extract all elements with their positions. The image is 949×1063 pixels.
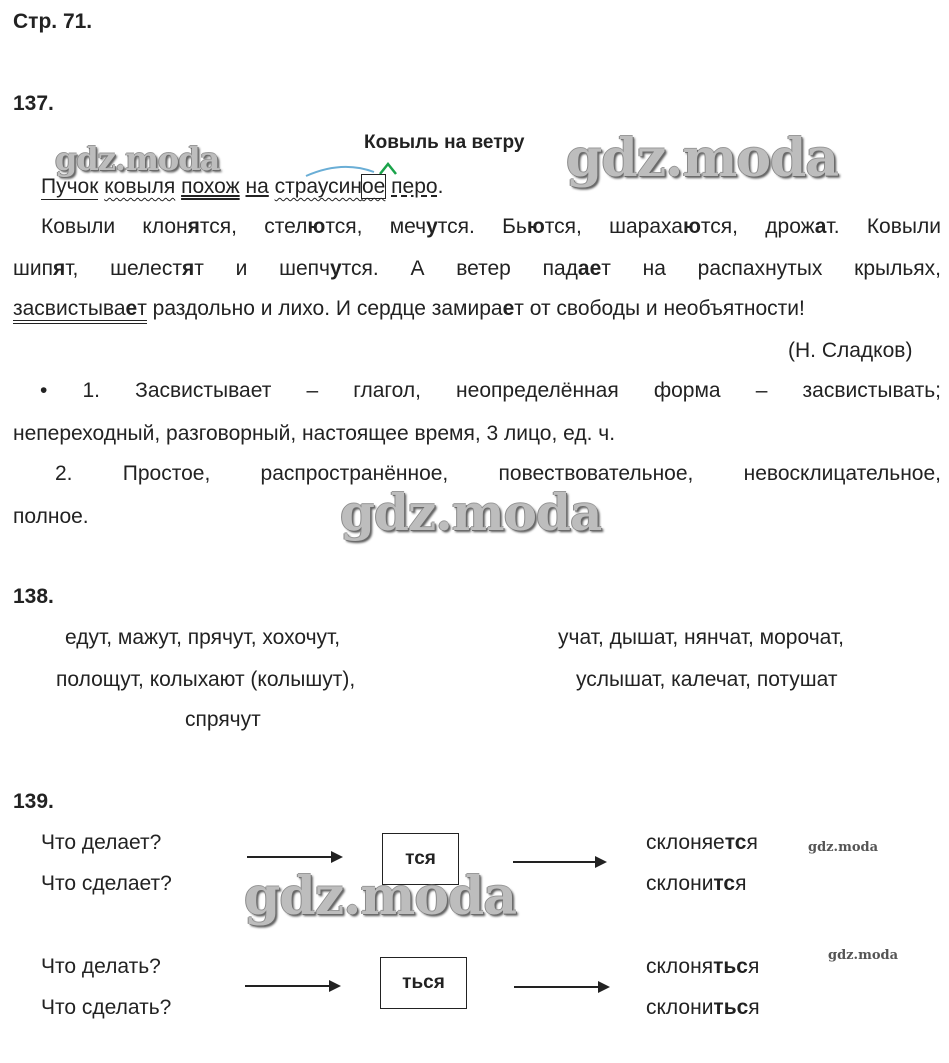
result-sklonyatsya: склоняться [646, 955, 760, 978]
paragraph-line-2: Ковыли клонятся, стелются, мечутся. Бьются, шарахаются, дрожат. Ковыли [41, 215, 941, 238]
word-attribute: ковыля [104, 175, 176, 198]
result-sklonitsya-inf: склониться [646, 996, 760, 1019]
note-1-line-2: непереходный, разговорный, настоящее время, 3 лицо, ед. ч. [13, 422, 616, 445]
exercise-138-number: 138. [13, 585, 54, 608]
paragraph-line-4: засвистывает раздольно и лихо. И сердце замирает от свободы и необъятности! [13, 297, 805, 321]
question-to-do: Что делать? [41, 955, 161, 978]
ending-box-tsya: тся [382, 833, 459, 885]
note-2-line-2: полное. [13, 505, 89, 528]
watermark: gdz.moda [828, 948, 899, 963]
result-sklonitsya: склонится [646, 872, 747, 895]
result-sklonyaetsya: склоняется [646, 831, 758, 854]
arrow-right-icon [247, 850, 345, 864]
watermark: gdz.moda [808, 840, 879, 855]
exercise-137-number: 137. [13, 92, 54, 115]
word-preposition: на [245, 175, 269, 198]
watermark: gdz.moda [566, 128, 839, 189]
question-to-have-done: Что сделать? [41, 996, 172, 1019]
watermark: gdz.moda [340, 483, 602, 542]
verbs-right-2: услышат, калечат, потушат [576, 668, 838, 691]
word-object: перо [391, 175, 438, 198]
arrow-right-icon [513, 855, 609, 869]
exercise-139-number: 139. [13, 790, 54, 813]
word-adjective: страусиное [274, 175, 386, 198]
question-will-do: Что сделает? [41, 872, 172, 895]
text-title: Ковыль на ветру [364, 132, 525, 153]
arrow-right-icon [514, 980, 612, 994]
underlined-predicate: засвистывает [13, 297, 147, 324]
question-does: Что делает? [41, 831, 162, 854]
watermark: gdz.moda [244, 866, 517, 927]
word-subject: Пучок [41, 175, 99, 198]
note-2-line-1: 2. Простое, распространённое, повествовательное, невосклицательное, [55, 462, 941, 485]
verbs-left-3: спрячут [185, 708, 261, 731]
sentence-line-1: Пучок ковыля похож на страусиное перо. [41, 175, 444, 198]
word-ending: ое [361, 175, 386, 198]
author: (Н. Сладков) [788, 339, 913, 362]
watermark: gdz.moda [55, 140, 220, 178]
page-label: Стр. 71. [13, 10, 93, 33]
ending-box-tsya-soft: ться [380, 957, 467, 1009]
verbs-right-1: учат, дышат, нянчат, морочат, [558, 626, 844, 649]
verbs-left-2: полощут, колыхают (колышут), [56, 668, 356, 691]
paragraph-line-3: шипят, шелестят и шепчутся. А ветер падает на распахнутых крыльях, [13, 257, 942, 280]
arrow-right-icon [245, 979, 343, 993]
note-1-line-1: • 1. Засвистывает – глагол, неопределённая форма – засвистывать; [40, 379, 941, 402]
verbs-left-1: едут, мажут, прячут, хохочут, [65, 626, 341, 649]
word-predicate: похож [181, 175, 240, 198]
